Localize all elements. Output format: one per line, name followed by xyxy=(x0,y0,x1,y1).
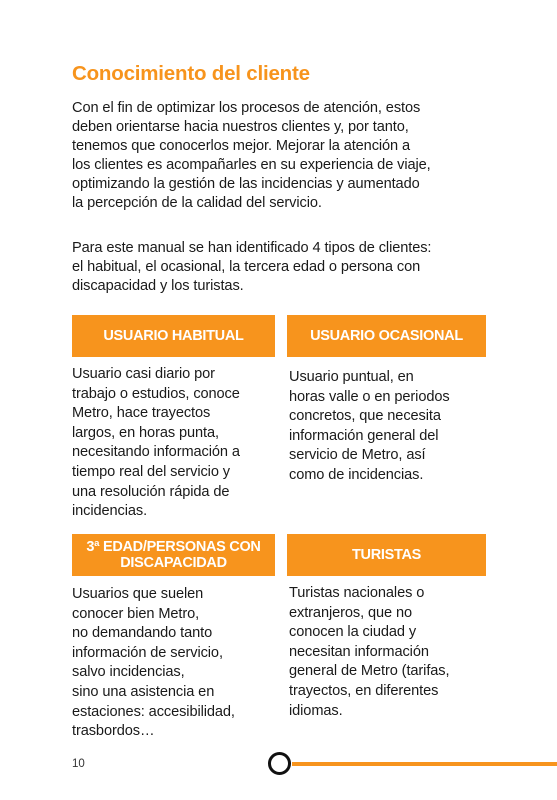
page-number: 10 xyxy=(72,758,85,770)
box-heading-text: DISCAPACIDAD xyxy=(120,555,227,571)
box-line: servicio de Metro, así xyxy=(289,447,426,464)
types-line: el habitual, el ocasional, la tercera edad o persona con xyxy=(72,259,421,275)
intro-line: optimizando la gestión de las incidencias y aumentado xyxy=(72,176,420,192)
box-line: tiempo real del servicio y xyxy=(72,463,230,480)
box-line: Usuario casi diario por xyxy=(72,366,215,382)
box-line: como de incidencias. xyxy=(289,466,424,483)
usuario-habitual-description xyxy=(72,365,272,522)
box-line: trabajo o estudios, conoce xyxy=(72,385,240,402)
turistas-heading xyxy=(287,534,486,576)
box-line: una resolución rápida de xyxy=(72,483,230,500)
usuario-habitual-heading xyxy=(72,315,275,357)
intro-line: la percepción de la calidad del servicio. xyxy=(72,195,322,211)
box-line: conocer bien Metro, xyxy=(72,605,200,622)
page-title: Conocimiento del cliente xyxy=(72,62,310,85)
box-line: sino una asistencia en xyxy=(72,683,215,700)
box-line: información general del xyxy=(289,427,439,444)
box-line: conocen la ciudad y xyxy=(289,624,417,641)
box-line: trasbordos… xyxy=(72,723,155,740)
box-line: Usuarios que suelen xyxy=(72,586,204,602)
box-line: largos, en horas punta, xyxy=(72,424,219,441)
box-line: general de Metro (tarifas, xyxy=(289,663,450,680)
box-line: idiomas. xyxy=(289,702,343,719)
box-line: salvo incidencias, xyxy=(72,664,185,681)
box-heading-text: USUARIO OCASIONAL xyxy=(310,328,463,344)
box-line: Usuario puntual, en xyxy=(289,369,414,385)
tercera-edad-heading xyxy=(72,534,275,576)
box-heading-text: 3ª EDAD/PERSONAS CON xyxy=(86,539,261,555)
usuario-ocasional-description xyxy=(289,368,479,486)
tercera-edad-description xyxy=(72,585,272,742)
box-line: extranjeros, que no xyxy=(289,604,413,621)
box-line: Turistas nacionales o xyxy=(289,585,425,601)
intro-line: los clientes es acompañarles en su experiencia de viaje, xyxy=(72,157,431,173)
box-line: Metro, hace trayectos xyxy=(72,405,211,422)
footer-circle-icon xyxy=(268,752,291,775)
box-line: horas valle o en periodos xyxy=(289,388,450,405)
footer-rule xyxy=(292,762,557,766)
intro-paragraph xyxy=(72,99,492,213)
intro-line: Con el fin de optimizar los procesos de atención, estos xyxy=(72,100,421,116)
box-line: información de servicio, xyxy=(72,644,223,661)
turistas-description xyxy=(289,584,479,721)
box-line: estaciones: accesibilidad, xyxy=(72,703,235,720)
types-line: Para este manual se han identificado 4 tipos de clientes: xyxy=(72,240,432,256)
box-line: incidencias. xyxy=(72,503,148,520)
usuario-ocasional-heading xyxy=(287,315,486,357)
box-line: no demandando tanto xyxy=(72,625,213,642)
box-line: trayectos, en diferentes xyxy=(289,682,439,699)
box-heading-text: USUARIO HABITUAL xyxy=(103,328,244,344)
types-paragraph xyxy=(72,239,492,296)
intro-line: deben orientarse hacia nuestros clientes y, por tanto, xyxy=(72,119,409,135)
types-line: discapacidad y los turistas. xyxy=(72,278,244,294)
intro-line: tenemos que conocerlos mejor. Mejorar la atención a xyxy=(72,138,411,154)
box-line: concretos, que necesita xyxy=(289,408,441,425)
box-line: necesitan información xyxy=(289,643,429,660)
box-heading-text: TURISTAS xyxy=(351,547,422,563)
box-line: necesitando información a xyxy=(72,444,240,461)
